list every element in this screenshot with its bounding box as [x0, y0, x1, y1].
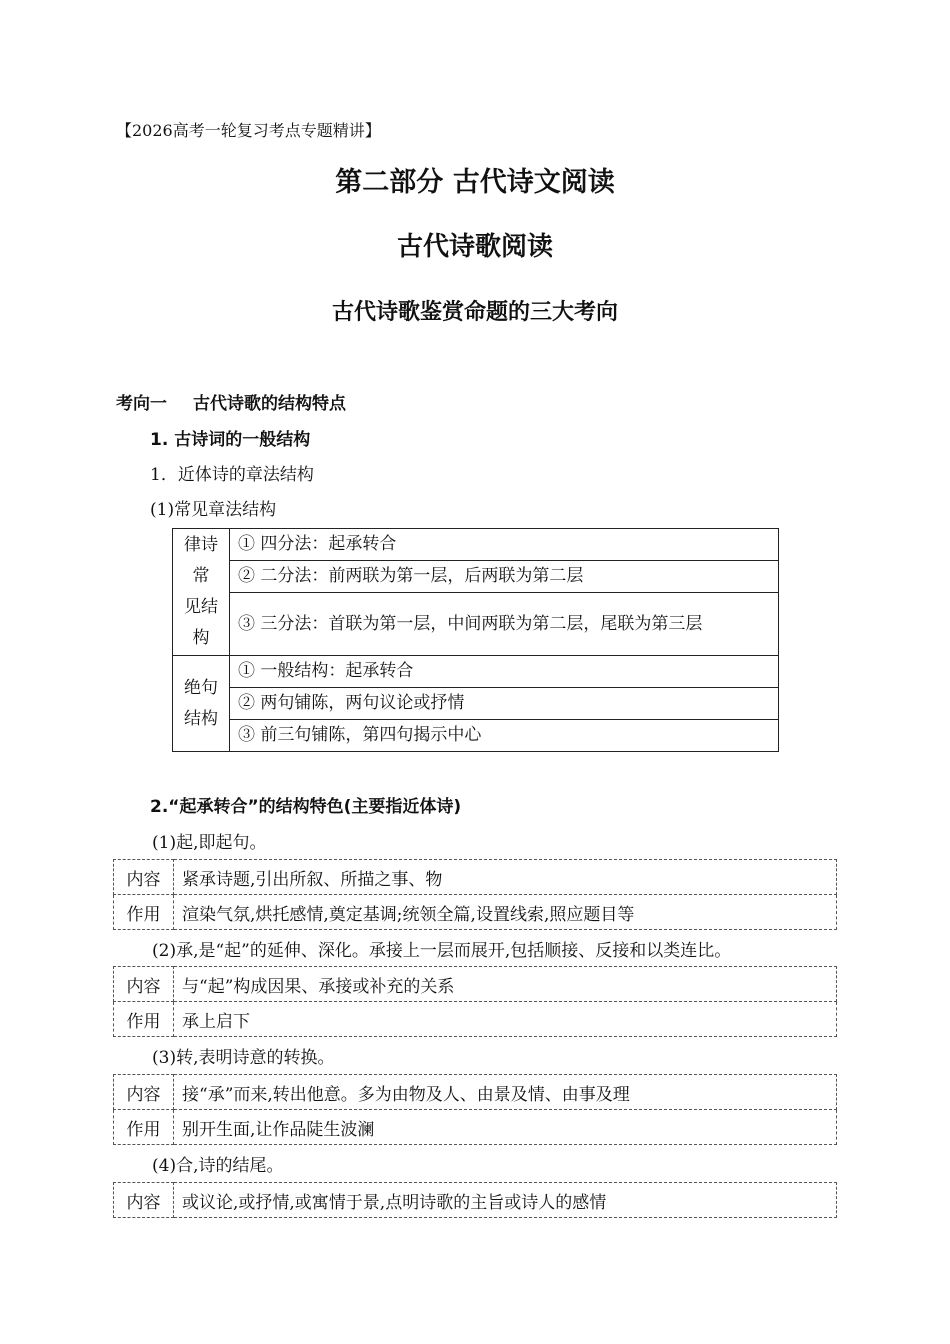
title-topic: 古代诗歌鉴赏命题的三大考向: [331, 300, 618, 325]
section-heading: [116, 389, 346, 414]
lushi-category: 律诗 常 见结 构: [173, 529, 230, 656]
qi-content: 紧承诗题,引出所叙、所描之事、物: [174, 860, 837, 895]
qi-table: [113, 859, 837, 930]
jueju-row-2: ② 两句铺陈，两句议论或抒情: [230, 688, 779, 720]
he-table: [113, 1182, 837, 1218]
qi-function-label: 作用: [114, 895, 174, 930]
section-label: 考向一: [116, 394, 167, 414]
he-content: 或议论,或抒情,或寓情于景,点明诗歌的主旨或诗人的感情: [174, 1183, 837, 1218]
cheng-intro: (2)承,是“起”的延伸、深化。承接上一层而展开,包括顺接、反接和以类连比。: [152, 941, 732, 961]
qi-intro: (1)起,即起句。: [152, 833, 267, 853]
cheng-function: 承上启下: [174, 1002, 837, 1037]
he-intro: (4)合,诗的结尾。: [152, 1156, 284, 1176]
lushi-row-3: ③ 三分法：首联为第一层，中间两联为第二层，尾联为第三层: [230, 593, 779, 656]
zhuan-function: 别开生面,让作品陡生波澜: [174, 1110, 837, 1145]
title-chapter: 古代诗歌阅读: [396, 232, 553, 262]
cheng-table: [113, 966, 837, 1037]
zhuan-function-label: 作用: [114, 1110, 174, 1145]
point2-heading: 2.“起承转合”的结构特色(主要指近体诗): [150, 797, 462, 817]
lushi-row-2: ② 二分法：前两联为第一层，后两联为第二层: [230, 561, 779, 593]
zhuan-content: 接“承”而来,转出他意。多为由物及人、由景及情、由事及理: [174, 1075, 837, 1110]
zhuan-content-label: 内容: [114, 1075, 174, 1110]
header-tag: 【2026高考一轮复习考点专题精讲】: [116, 121, 381, 140]
jueju-row-3: ③ 前三句铺陈，第四句揭示中心: [230, 720, 779, 752]
zhuan-intro: (3)转,表明诗意的转换。: [152, 1048, 335, 1068]
jueju-row-1: ① 一般结构：起承转合: [230, 656, 779, 688]
he-content-label: 内容: [114, 1183, 174, 1218]
qi-content-label: 内容: [114, 860, 174, 895]
point1-heading: 1. 古诗词的一般结构: [150, 430, 311, 450]
point1-sub: 1．近体诗的章法结构: [150, 465, 314, 485]
section-name: 古代诗歌的结构特点: [193, 394, 346, 414]
jueju-category: 绝句 结构: [173, 656, 230, 752]
qi-function: 渲染气氛,烘托感情,奠定基调;统领全篇,设置线索,照应题目等: [174, 895, 837, 930]
point1-subsub: (1)常见章法结构: [150, 500, 277, 520]
cheng-content: 与“起”构成因果、承接或补充的关系: [174, 967, 837, 1002]
cheng-content-label: 内容: [114, 967, 174, 1002]
cheng-function-label: 作用: [114, 1002, 174, 1037]
title-part: 第二部分 古代诗文阅读: [335, 167, 615, 198]
lushi-row-1: ① 四分法：起承转合: [230, 529, 779, 561]
zhuan-table: [113, 1074, 837, 1145]
structure-table: [172, 528, 779, 752]
